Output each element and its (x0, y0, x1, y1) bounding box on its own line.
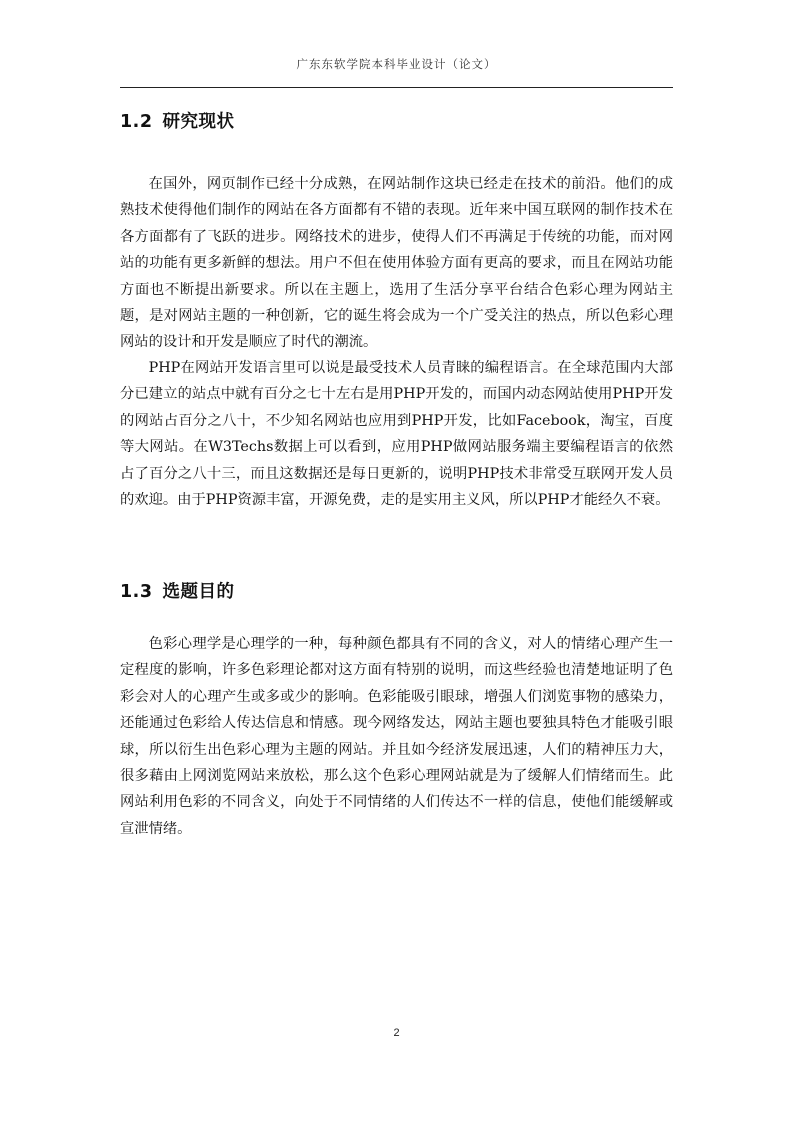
section-title-text: 研究现状 (162, 112, 235, 132)
paragraph-research-status-1: 在国外，网页制作已经十分成熟，在网站制作这块已经走在技术的前沿。他们的成熟技术使得他们制作的网站在各方面都有不错的表现。近年来中国互联网的制作技术在各方面都有了飞跃的进步。网络技术的进步，使得人们不再满足于传统的功能，而对网站的功能有更多新鲜的想法。用户不但在使用体验方面有更高的要求，而且在网站功能方面也不断提出新要求。所以在主题上，选用了生活分享平台结合色彩心理为网站主题，是对网站主题的一种创新，它的诞生将会成为一个广受关注的热点，所以色彩心理网站的设计和开发是顺应了时代的潮流。 (120, 176, 673, 351)
section-title-text: 选题目的 (162, 582, 235, 602)
paragraph-topic-purpose-1: 色彩心理学是心理学的一种，每种颜色都具有不同的含义，对人的情绪心理产生一定程度的影响，许多色彩理论都对这方面有特别的说明，而这些经验也清楚地证明了色彩会对人的心理产生或多或少的影响。色彩能吸引眼球，增强人们浏览事物的感染力，还能通过色彩给人传达信息和情感。现今网络发达，网站主题也要独具特色才能吸引眼球，所以衍生出色彩心理为主题的网站。并且如今经济发展迅速，人们的精神压力大，很多藉由上网浏览网站来放松，那么这个色彩心理网站就是为了缓解人们情绪而生。此网站利用色彩的不同含义，向处于不同情绪的人们传达不一样的信息，使他们能缓解或宣泄情绪。 (120, 636, 673, 837)
section-number: 1.3 (120, 582, 153, 602)
section-heading-1-3 (120, 578, 235, 603)
paragraph-research-status-2: PHP在网站开发语言里可以说是最受技术人员青睐的编程语言。在全球范围内大部分已建立的站点中就有百分之七十左右是用PHP开发的，而国内动态网站使用PHP开发的网站占百分之八十，不少知名网站也应用到PHP开发，比如Facebook，淘宝，百度等大网站。在W3Techs数据上可以看到，应用PHP做网站服务端主要编程语言的依然占了百分之八十三，而且这数据还是每日更新的，说明PHP技术非常受互联网开发人员的欢迎。由于PHP资源丰富，开源免费，走的是实用主义风，所以PHP才能经久不衰。 (120, 360, 673, 509)
running-header: 广东东软学院本科毕业设计（论文） (296, 57, 497, 71)
section-heading-1-2 (120, 108, 235, 133)
section-number: 1.2 (120, 112, 153, 132)
header-divider (120, 87, 673, 88)
page-number: 2 (393, 1027, 400, 1039)
